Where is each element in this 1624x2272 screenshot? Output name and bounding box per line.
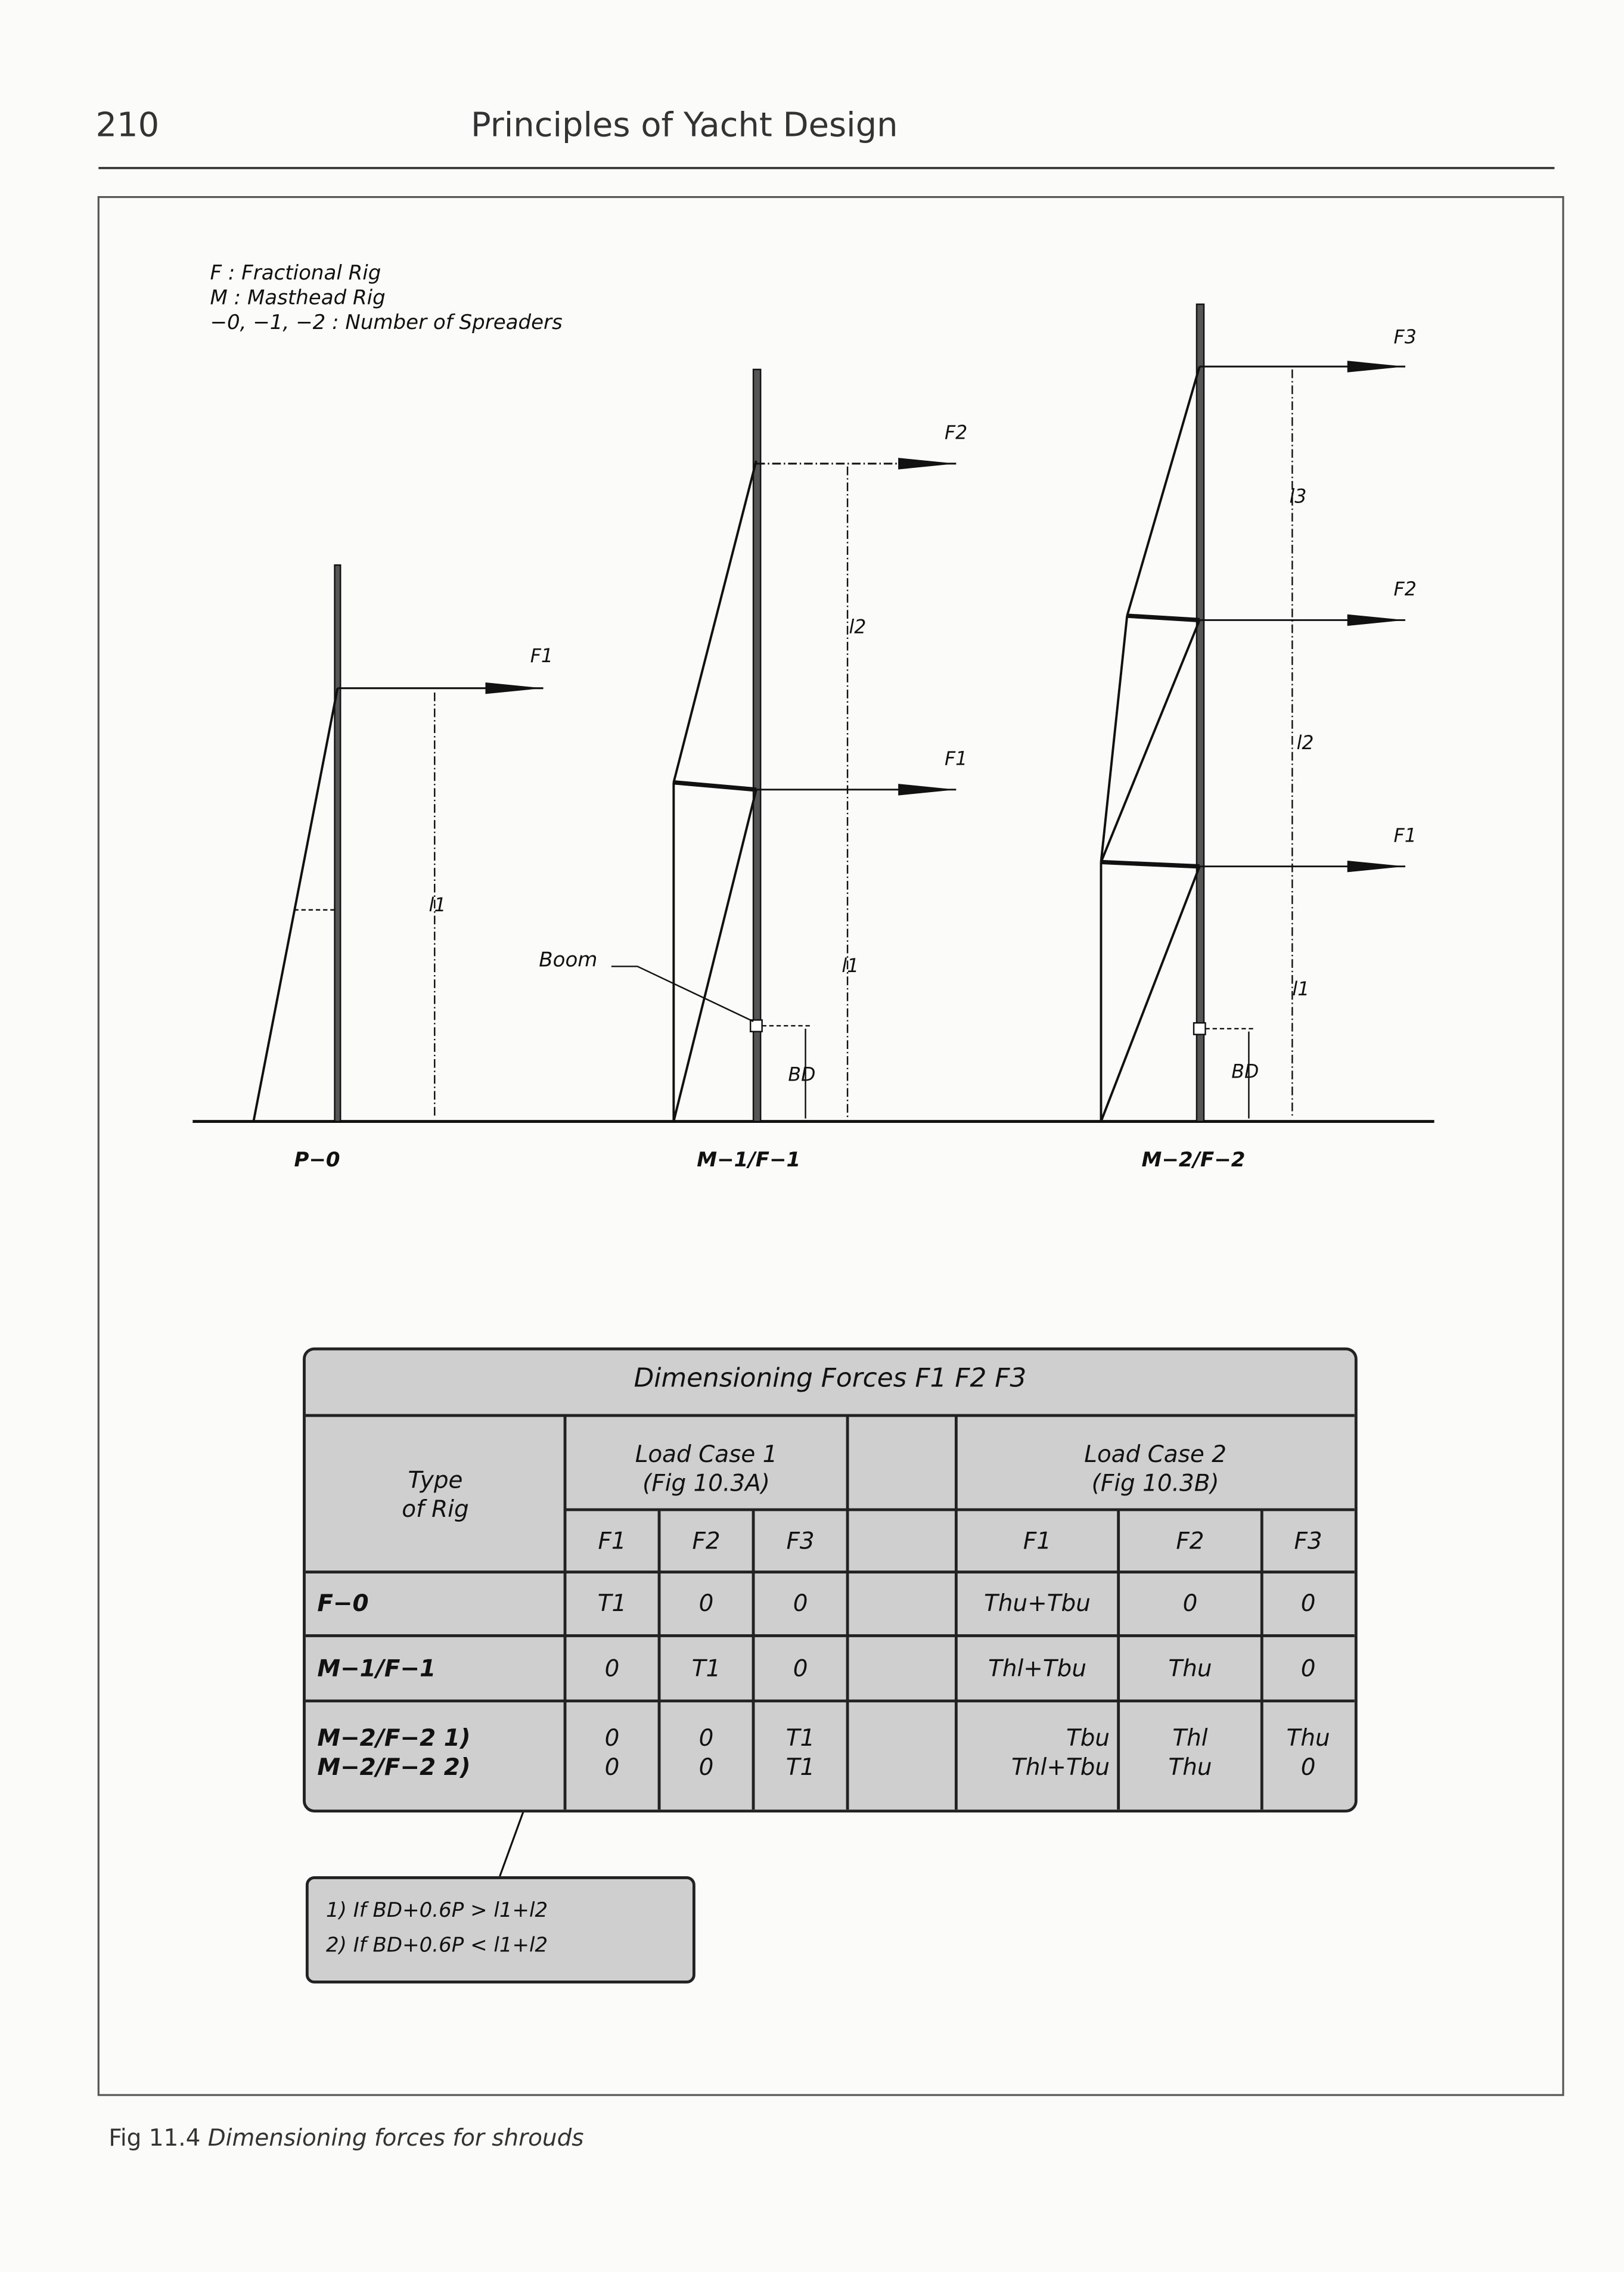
footnote: 1) If BD+0.6P > l1+l2 — [325, 1899, 548, 1923]
lower-spreader — [1101, 862, 1199, 866]
cap-shroud — [1127, 367, 1200, 616]
cell: T1 — [597, 1589, 627, 1617]
cell: 0 — [1182, 1589, 1198, 1617]
lower-shroud — [673, 790, 756, 1122]
spreader — [673, 783, 756, 790]
cell: Thu+Tbu — [984, 1589, 1091, 1617]
label-f2: F2 — [1393, 579, 1417, 601]
label-bd: BD — [1231, 1061, 1259, 1084]
col-header: F1 — [1023, 1527, 1052, 1555]
footnote: 2) If BD+0.6P < l1+l2 — [325, 1934, 548, 1958]
legend-item: −0, −1, −2 : Number of Spreaders — [210, 311, 563, 335]
label-l1: l1 — [1292, 979, 1310, 1001]
cell: Thu 0 — [1286, 1724, 1330, 1781]
caption-number: Fig 11.4 — [108, 2124, 201, 2152]
row-type: M−1/F−1 — [317, 1655, 436, 1683]
row-type: M−2/F−2 1) M−2/F−2 2) — [317, 1724, 471, 1781]
legend — [210, 262, 562, 336]
rig-m2 — [1101, 304, 1405, 1121]
cell: Thl Thu — [1168, 1724, 1212, 1781]
load-case-2-header: Load Case 2 (Fig 10.3B) — [1084, 1440, 1226, 1497]
cell: 0 0 — [604, 1724, 620, 1781]
forces-table — [303, 1348, 1358, 1812]
cell: Thu — [1168, 1655, 1212, 1683]
cell: 0 — [698, 1589, 714, 1617]
col-header: F3 — [1294, 1527, 1322, 1555]
running-title: Principles of Yacht Design — [471, 107, 898, 145]
cell: 0 — [793, 1589, 808, 1617]
label-l1: l1 — [428, 895, 446, 917]
rig-p0 — [253, 565, 543, 1121]
cell: T1 — [691, 1655, 721, 1683]
row-type: F−0 — [317, 1589, 369, 1617]
mast — [335, 565, 341, 1121]
cell: 0 — [604, 1655, 620, 1683]
figure-caption — [108, 2124, 583, 2152]
rig-m1 — [611, 370, 957, 1122]
mast — [753, 370, 760, 1122]
cell: 0 — [1300, 1589, 1316, 1617]
label-f1: F1 — [944, 749, 968, 771]
upper-shroud — [673, 461, 756, 783]
label-bd: BD — [788, 1064, 816, 1087]
cell: 0 — [1300, 1655, 1316, 1683]
label-boom: Boom — [539, 949, 598, 973]
col-header: F2 — [1176, 1527, 1204, 1555]
legend-item: F : Fractional Rig — [210, 262, 381, 285]
footnote-box — [306, 1876, 695, 1984]
boom — [750, 1020, 762, 1031]
table-title: Dimensioning Forces F1 F2 F3 — [634, 1363, 1027, 1394]
col-header: F2 — [692, 1527, 721, 1555]
cell: 0 — [793, 1655, 808, 1683]
label-f1: F1 — [530, 646, 553, 668]
legend-item: M : Masthead Rig — [210, 287, 386, 311]
caption-text: Dimensioning forces for shrouds — [207, 2124, 584, 2152]
rig-label-m2: M−2/F−2 — [1141, 1149, 1246, 1172]
label-l3: l3 — [1289, 486, 1307, 509]
mast — [1197, 304, 1204, 1121]
label-f3: F3 — [1393, 327, 1417, 349]
label-l2: l2 — [1296, 733, 1314, 755]
cell: 0 0 — [698, 1724, 714, 1781]
label-f1: F1 — [1393, 825, 1417, 848]
cell: T1 T1 — [785, 1724, 815, 1781]
boom — [1194, 1023, 1205, 1034]
cell: Tbu Thl+Tbu — [1011, 1724, 1110, 1781]
col-header: F3 — [786, 1527, 815, 1555]
label-l1: l1 — [842, 956, 859, 978]
type-header: Type of Rig — [402, 1466, 469, 1523]
shroud — [253, 688, 337, 1122]
load-case-1-header: Load Case 1 (Fig 10.3A) — [635, 1440, 778, 1497]
upper-spreader — [1127, 616, 1200, 620]
label-l2: l2 — [849, 617, 867, 640]
label-f2: F2 — [944, 423, 968, 445]
rig-label-m1: M−1/F−1 — [697, 1149, 801, 1172]
cell: Thl+Tbu — [988, 1655, 1086, 1683]
page-number: 210 — [95, 107, 160, 145]
rig-label-p0: P−0 — [294, 1149, 340, 1172]
col-header: F1 — [598, 1527, 626, 1555]
